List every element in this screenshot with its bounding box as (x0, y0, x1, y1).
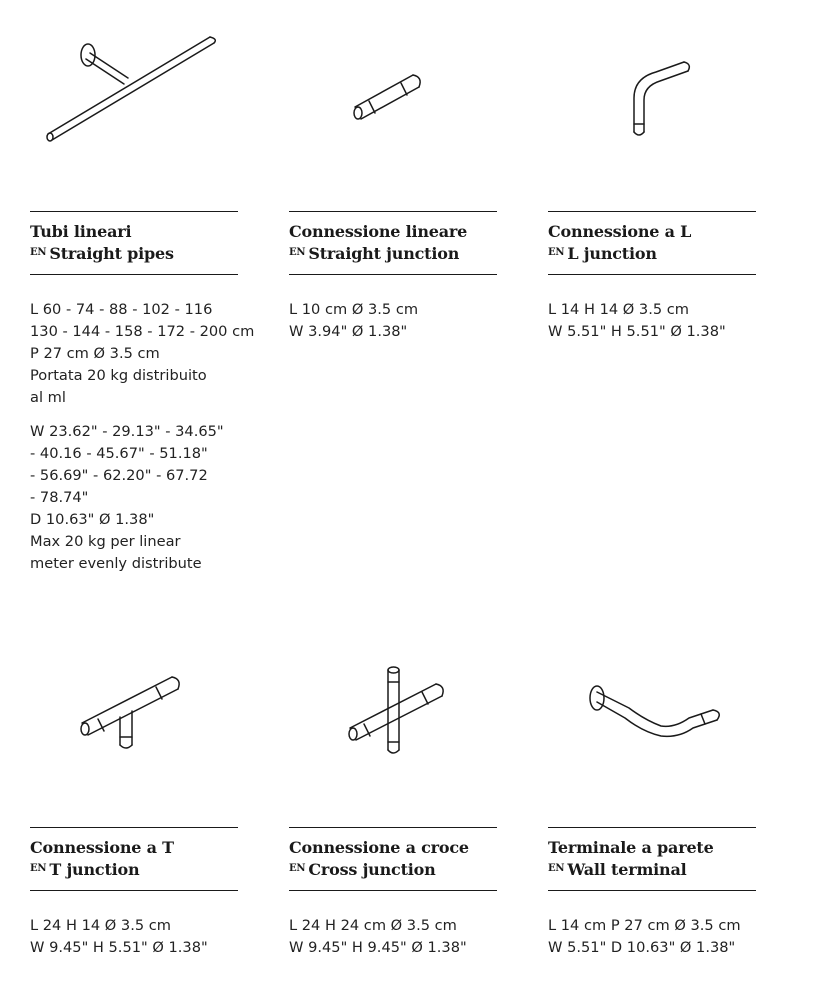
product-title-en-text: L junction (567, 244, 657, 263)
wall-terminal-icon (585, 670, 725, 750)
product-title-en-text: Straight junction (308, 244, 460, 263)
divider (289, 890, 497, 891)
spec-line: P 27 cm Ø 3.5 cm (30, 345, 160, 362)
spec-line: meter evenly distribute (30, 555, 202, 572)
product-card-connessione-lineare (289, 211, 497, 343)
product-title: Connessione a L (548, 222, 692, 241)
product-specs (30, 299, 255, 575)
product-specs (289, 299, 497, 343)
spec-line: L 14 cm P 27 cm Ø 3.5 cm (548, 917, 741, 934)
cross-junction-icon (338, 660, 448, 760)
product-title: Terminale a parete (548, 838, 714, 857)
spec-line: 130 - 144 - 158 - 172 - 200 cm (30, 323, 255, 340)
product-title-en (30, 243, 238, 265)
spec-line: - 56.69" - 62.20" - 67.72 (30, 467, 208, 484)
product-title-en-text: T junction (49, 860, 140, 879)
spec-line: L 14 H 14 Ø 3.5 cm (548, 301, 690, 318)
spec-line: L 24 H 14 Ø 3.5 cm (30, 917, 172, 934)
product-title: Connessione a croce (289, 838, 469, 857)
product-specs (548, 915, 756, 959)
product-title-en-text: Wall terminal (567, 860, 687, 879)
divider (548, 890, 756, 891)
product-title: Tubi lineari (30, 222, 132, 241)
product-title: Connessione a T (30, 838, 174, 857)
spec-line: W 5.51" H 5.51" Ø 1.38" (548, 323, 726, 340)
spec-line: Max 20 kg per linear (30, 533, 181, 550)
language-tag: EN (548, 247, 565, 258)
product-specs (30, 915, 238, 959)
spec-line: Portata 20 kg distribuito (30, 367, 207, 384)
spec-line: W 5.51" D 10.63" Ø 1.38" (548, 939, 736, 956)
language-tag: EN (30, 863, 47, 874)
spec-line: - 40.16 - 45.67" - 51.18" (30, 445, 208, 462)
language-tag: EN (289, 863, 306, 874)
product-specs (548, 299, 756, 343)
product-title-en-text: Straight pipes (49, 244, 174, 263)
product-card-tubi-lineari (30, 211, 255, 575)
product-title: Connessione lineare (289, 222, 468, 241)
language-tag: EN (548, 863, 565, 874)
t-junction-icon (70, 665, 190, 760)
language-tag: EN (289, 247, 306, 258)
product-card-connessione-a-l (548, 211, 756, 343)
spec-line: W 3.94" Ø 1.38" (289, 323, 408, 340)
spec-line: W 9.45" H 5.51" Ø 1.38" (30, 939, 208, 956)
product-title-en (289, 243, 497, 265)
straight-junction-icon (345, 65, 435, 130)
spec-line: W 23.62" - 29.13" - 34.65" (30, 423, 224, 440)
spec-line: L 10 cm Ø 3.5 cm (289, 301, 419, 318)
spec-line: L 24 H 24 cm Ø 3.5 cm (289, 917, 457, 934)
product-card-connessione-a-croce (289, 827, 497, 959)
divider (548, 274, 756, 275)
l-junction-icon (620, 50, 700, 150)
spec-line: al ml (30, 389, 66, 406)
divider (30, 274, 238, 275)
product-title-en (548, 859, 756, 881)
spec-line: D 10.63" Ø 1.38" (30, 511, 155, 528)
straight-pipe-icon (40, 30, 230, 150)
product-title-en (289, 859, 497, 881)
product-title-en-text: Cross junction (308, 860, 436, 879)
spec-line: L 60 - 74 - 88 - 102 - 116 (30, 301, 213, 318)
product-specs (289, 915, 497, 959)
product-title-en (548, 243, 756, 265)
product-card-connessione-a-t (30, 827, 238, 959)
product-card-terminale-a-parete (548, 827, 756, 959)
divider (30, 890, 238, 891)
divider (289, 274, 497, 275)
spec-line: W 9.45" H 9.45" Ø 1.38" (289, 939, 467, 956)
product-title-en (30, 859, 238, 881)
spec-line: - 78.74" (30, 489, 89, 506)
language-tag: EN (30, 247, 47, 258)
